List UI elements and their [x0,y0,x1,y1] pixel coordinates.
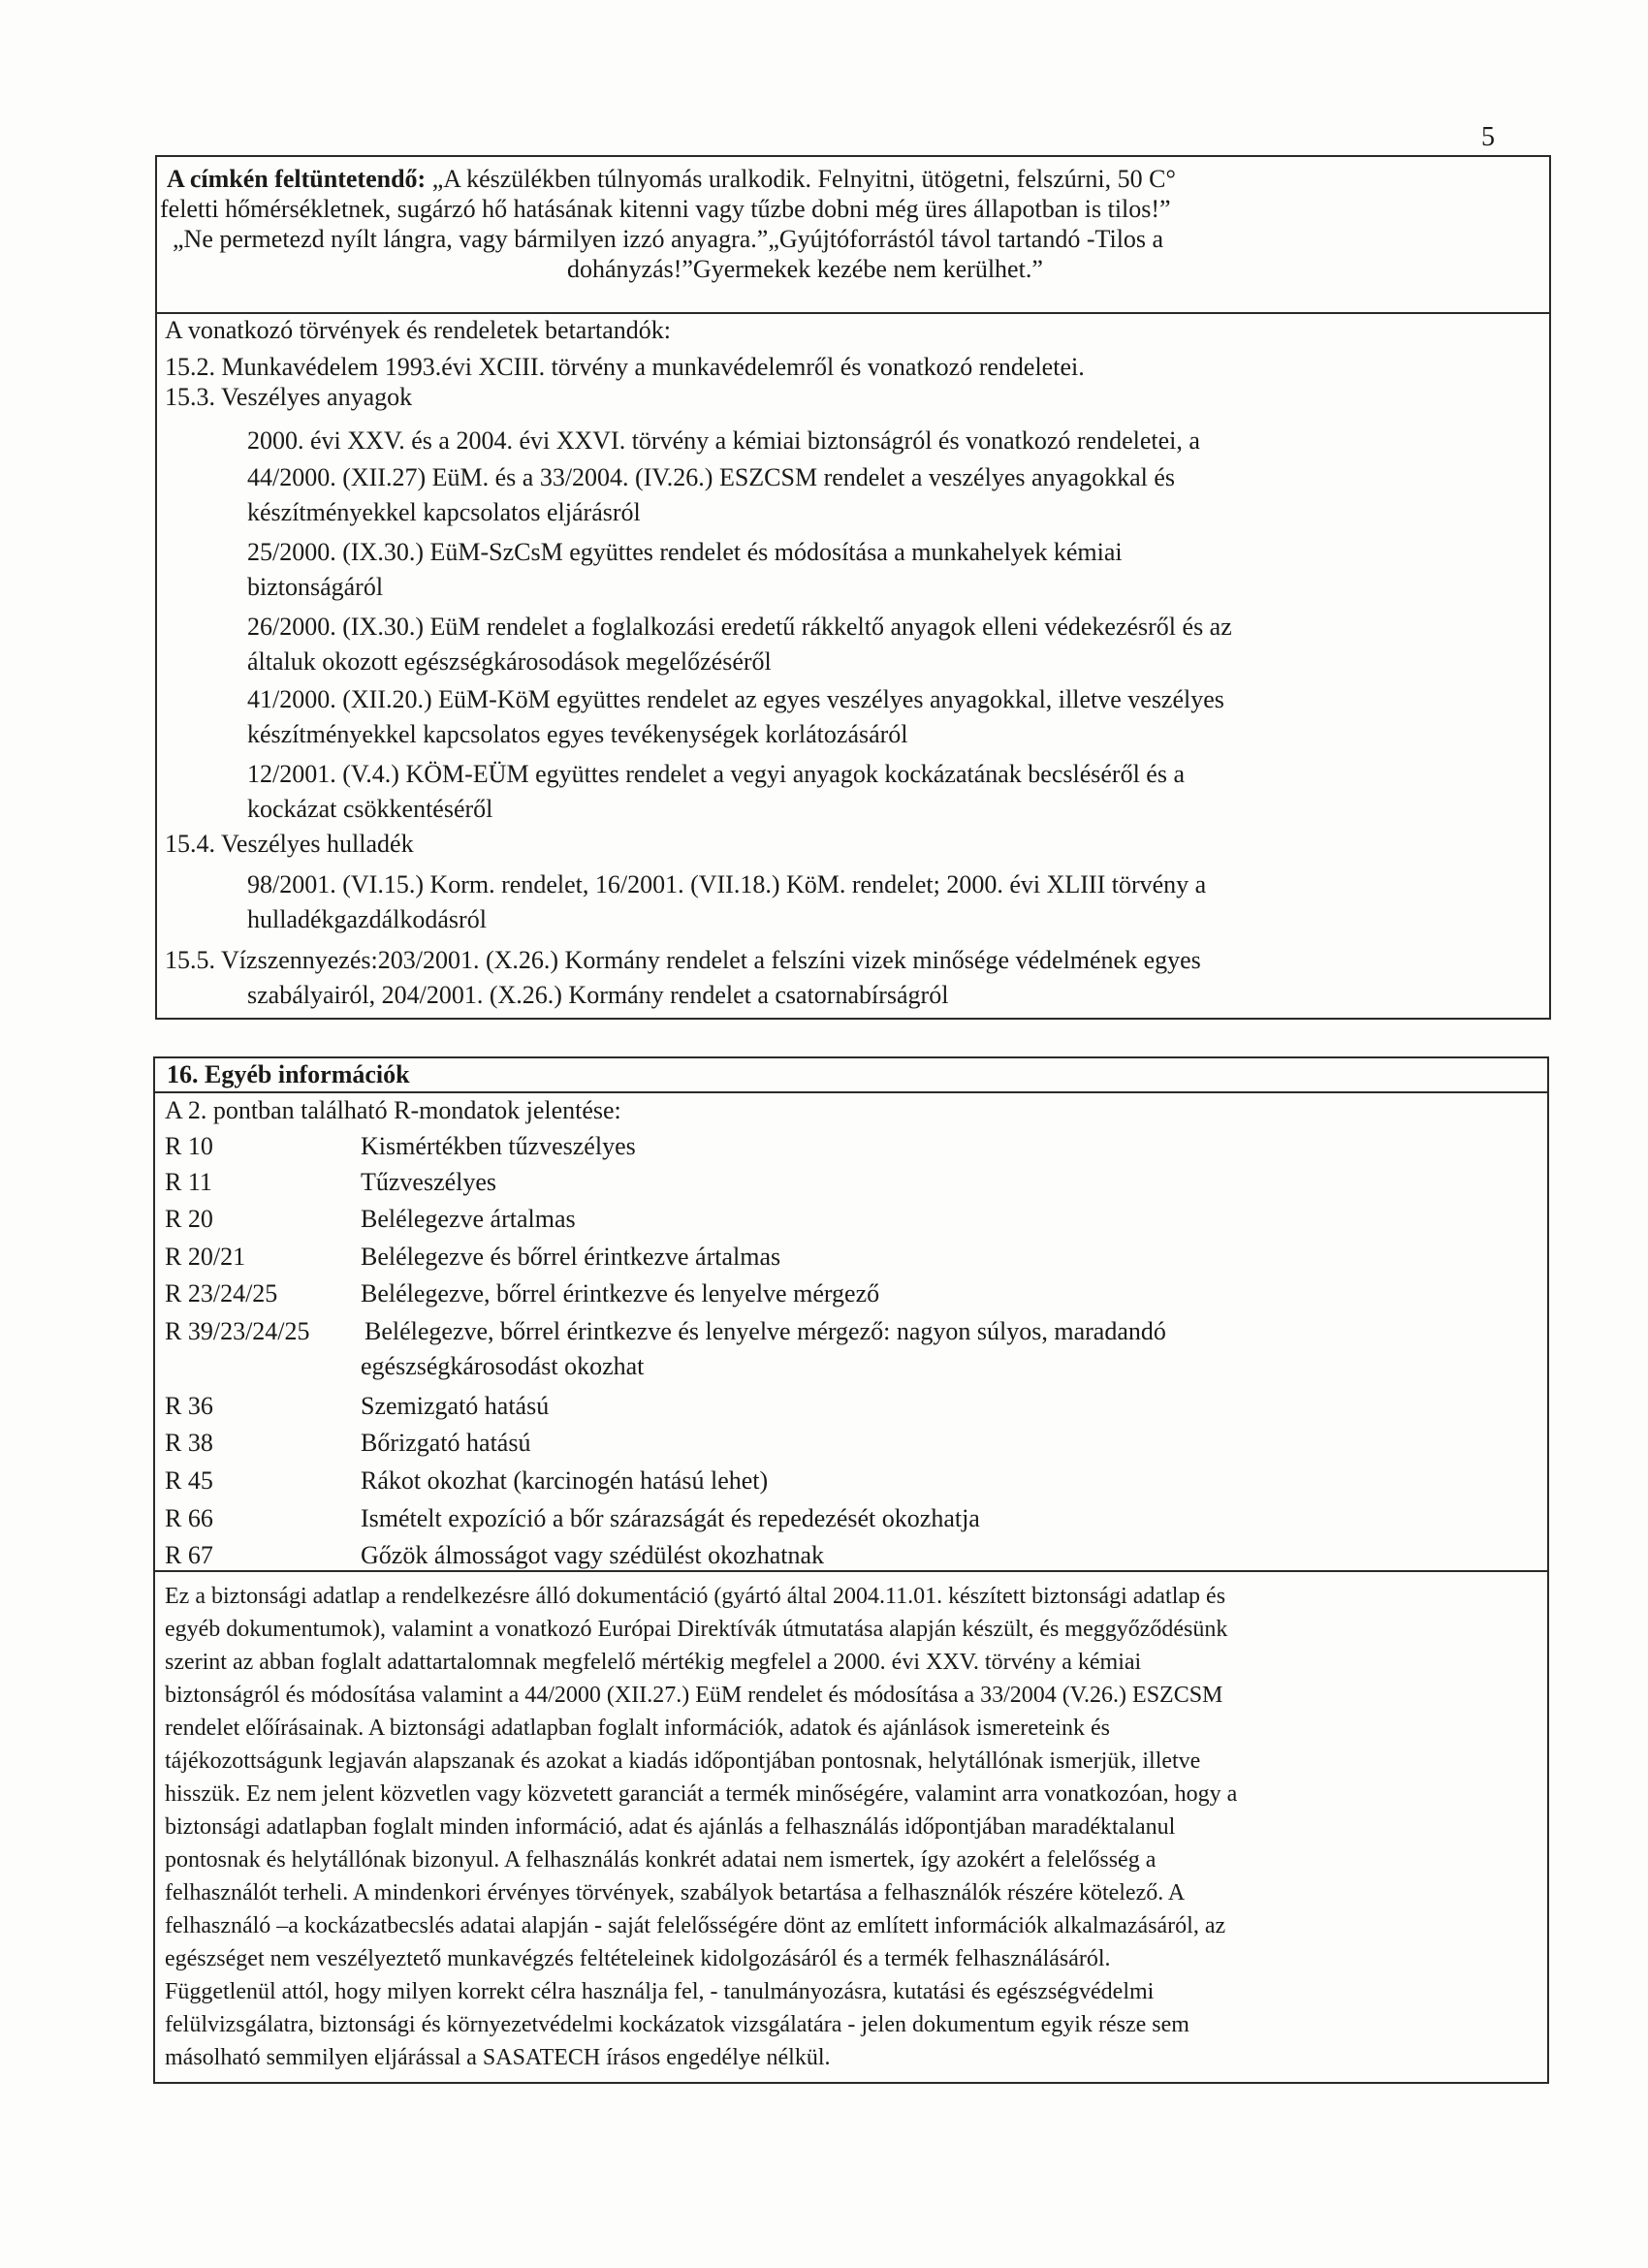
r-phrases-intro: A 2. pontban található R-mondatok jelentése: [165,1096,621,1124]
r-code: R 38 [165,1429,213,1457]
disclaimer-line: biztonsági adatlapban foglalt minden információ, adat és ajánlás a felhasználás időpontjában maradéktalanul [165,1814,1176,1840]
s16-bottom-border [153,2082,1549,2084]
disclaimer-line: egyéb dokumentumok), valamint a vonatkozó Európai Direktívák útmutatása alapján készült, és meggyőződésünk [165,1617,1228,1642]
disclaimer-line: hisszük. Ez nem jelent közvetlen vagy közvetett garanciát a termék minőségére, valamint arra vonatkozóan, hogy a [165,1781,1238,1807]
law-15-5-b: szabályairól, 204/2001. (X.26.) Kormány rendelet a csatornabírságról [247,981,949,1009]
r-text: Kismértékben tűzveszélyes [361,1132,636,1160]
law-15-4-heading: 15.4. Veszélyes hulladék [165,830,414,858]
law-15-3-d2: készítményekkel kapcsolatos egyes tevékenységek korlátozásáról [247,720,908,748]
disclaimer-line: Függetlenül attól, hogy milyen korrekt célra használja fel, - tanulmányozásra, kutatási és egészségvédelmi [165,1979,1155,2004]
law-15-3-a2: 44/2000. (XII.27) EüM. és a 33/2004. (IV.26.) ESZCSM rendelet a veszélyes anyagokkal és [247,463,1175,491]
r-text-continued: egészségkárosodást okozhat [361,1352,645,1380]
disclaimer-line: szerint az abban foglalt adattartalomnak megfelelő mértékig megfelel a 2000. évi XXV. törvény a kémiai [165,1650,1142,1675]
law-15-4-a2: hulladékgazdálkodásról [247,905,487,933]
disclaimer-line: biztonságról és módosítása valamint a 44/2000 (XII.27.) EüM rendelet és módosítása a 33/2004 (V.26.) ESZCSM [165,1683,1223,1708]
r-text: Tűzveszélyes [361,1168,497,1196]
label-line-2: feletti hőmérsékletnek, sugárzó hő hatásának kitenni vagy tűzbe dobni még üres állapotban is tilos!” [160,195,1171,223]
disclaimer-line: felhasználót terheli. A mindenkori érvényes törvények, szabályok betartása a felhasználók részére kötelező. A [165,1880,1186,1906]
r-text: Ismételt expozíció a bőr szárazságát és repedezését okozhatja [361,1504,980,1532]
law-15-5-a: 15.5. Vízszennyezés:203/2001. (X.26.) Kormány rendelet a felszíni vizek minősége védelmének egyes [165,946,1201,974]
r-text: Belélegezve ártalmas [361,1205,576,1233]
r-text: Gőzök álmosságot vagy szédülést okozhatnak [361,1541,824,1569]
s16-top-border [153,1056,1549,1058]
box-right-border [1549,155,1551,1020]
disclaimer-line: Ez a biztonsági adatlap a rendelkezésre álló dokumentáció (gyártó által 2004.11.01. készített biztonsági adatlap és [165,1584,1226,1609]
label-heading: A címkén feltüntetendő: [167,165,427,193]
r-text: Bőrizgató hatású [361,1429,531,1457]
label-divider [155,312,1551,314]
disclaimer-line: felhasználó –a kockázatbecslés adatai alapján - saját felelősségére dönt az említett információk alkalmazásáról, az [165,1913,1226,1938]
box-left-border [155,155,157,1020]
law-15-3-d1: 41/2000. (XII.20.) EüM-KöM együttes rendelet az egyes veszélyes anyagokkal, illetve veszélyes [247,685,1224,713]
law-15-3-a3: készítményekkel kapcsolatos eljárásról [247,498,641,526]
s16-title-divider [153,1091,1549,1093]
law-15-3-c2: általuk okozott egészségkárosodások megelőzéséről [247,647,772,676]
box-top-border [155,155,1551,157]
law-15-3-a1: 2000. évi XXV. és a 2004. évi XXVI. törvény a kémiai biztonságról és vonatkozó rendeletei, a [247,426,1200,455]
disclaimer-line: pontosnak és helytállónak bizonyul. A felhasználás konkrét adatai nem ismertek, így azokért a felelősség a [165,1847,1157,1873]
disclaimer-line: tájékozottságunk legjaván alapszanak és azokat a kiadás időpontjában pontosnak, helytállónak ismerjük, illetve [165,1748,1201,1774]
disclaimer-line: rendelet előírásainak. A biztonsági adatlapban foglalt információk, adatok és ajánlások ismereteink és [165,1716,1110,1741]
law-15-3-b1: 25/2000. (IX.30.) EüM-SzCsM együttes rendelet és módosítása a munkahelyek kémiai [247,538,1123,566]
r-code: R 23/24/25 [165,1279,278,1307]
s16-rphrase-divider [153,1570,1549,1572]
disclaimer-line: felülvizsgálatra, biztonsági és környezetvédelmi kockázatok vizsgálatára - jelen dokumentum egyik része sem [165,2012,1189,2037]
disclaimer-line: másolható semmilyen eljárással a SASATECH írásos engedélye nélkül. [165,2045,831,2070]
law-15-3-c1: 26/2000. (IX.30.) EüM rendelet a foglalkozási eredetű rákkeltő anyagok elleni védekezésről és az [247,613,1232,641]
disclaimer-line: egészséget nem veszélyeztető munkavégzés feltételeinek kidolgozásáról és a termék felhasználásáról. [165,1946,1111,1971]
law-15-3-e2: kockázat csökkentéséről [247,795,493,823]
r-text: Belélegezve, bőrrel érintkezve és lenyelve mérgező: nagyon súlyos, maradandó [364,1317,1166,1345]
r-text: Szemizgató hatású [361,1392,550,1420]
law-15-2: 15.2. Munkavédelem 1993.évi XCIII. törvény a munkavédelemről és vonatkozó rendeletei. [165,353,1085,381]
r-text: Belélegezve, bőrrel érintkezve és lenyelve mérgező [361,1279,880,1307]
r-code: R 67 [165,1541,213,1569]
r-code: R 11 [165,1168,212,1196]
r-text: Belélegezve és bőrrel érintkezve ártalmas [361,1243,781,1271]
law-15-3-heading: 15.3. Veszélyes anyagok [165,383,413,411]
r-code: R 20/21 [165,1243,246,1271]
law-15-3-e1: 12/2001. (V.4.) KÖM-EÜM együttes rendelet a vegyi anyagok kockázatának becsléséről és a [247,760,1185,788]
label-line-1 [167,165,1176,194]
page-number: 5 [1481,122,1495,152]
law-15-3-b2: biztonságáról [247,573,384,601]
label-line-4: dohányzás!”Gyermekek kezébe nem kerülhet.” [567,255,1043,283]
laws-intro: A vonatkozó törvények és rendeletek betartandók: [165,316,671,344]
r-code: R 10 [165,1132,213,1160]
law-15-4-a1: 98/2001. (VI.15.) Korm. rendelet, 16/2001. (VII.18.) KöM. rendelet; 2000. évi XLIII törvény a [247,870,1207,898]
r-text: Rákot okozhat (karcinogén hatású lehet) [361,1466,769,1495]
r-code: R 39/23/24/25 [165,1317,310,1345]
r-code: R 20 [165,1205,213,1233]
label-text-1: „A készülékben túlnyomás uralkodik. Felnyitni, ütögetni, felszúrni, 50 C° [431,165,1176,193]
section-16-title: 16. Egyéb információk [167,1060,410,1088]
r-code: R 45 [165,1466,213,1495]
box-bottom-border [155,1018,1551,1020]
r-code: R 36 [165,1392,213,1420]
r-code: R 66 [165,1504,213,1532]
label-line-3: „Ne permetezd nyílt lángra, vagy bármilyen izzó anyagra.”„Gyújtóforrástól távol tartandó -Tilos a [173,225,1164,253]
